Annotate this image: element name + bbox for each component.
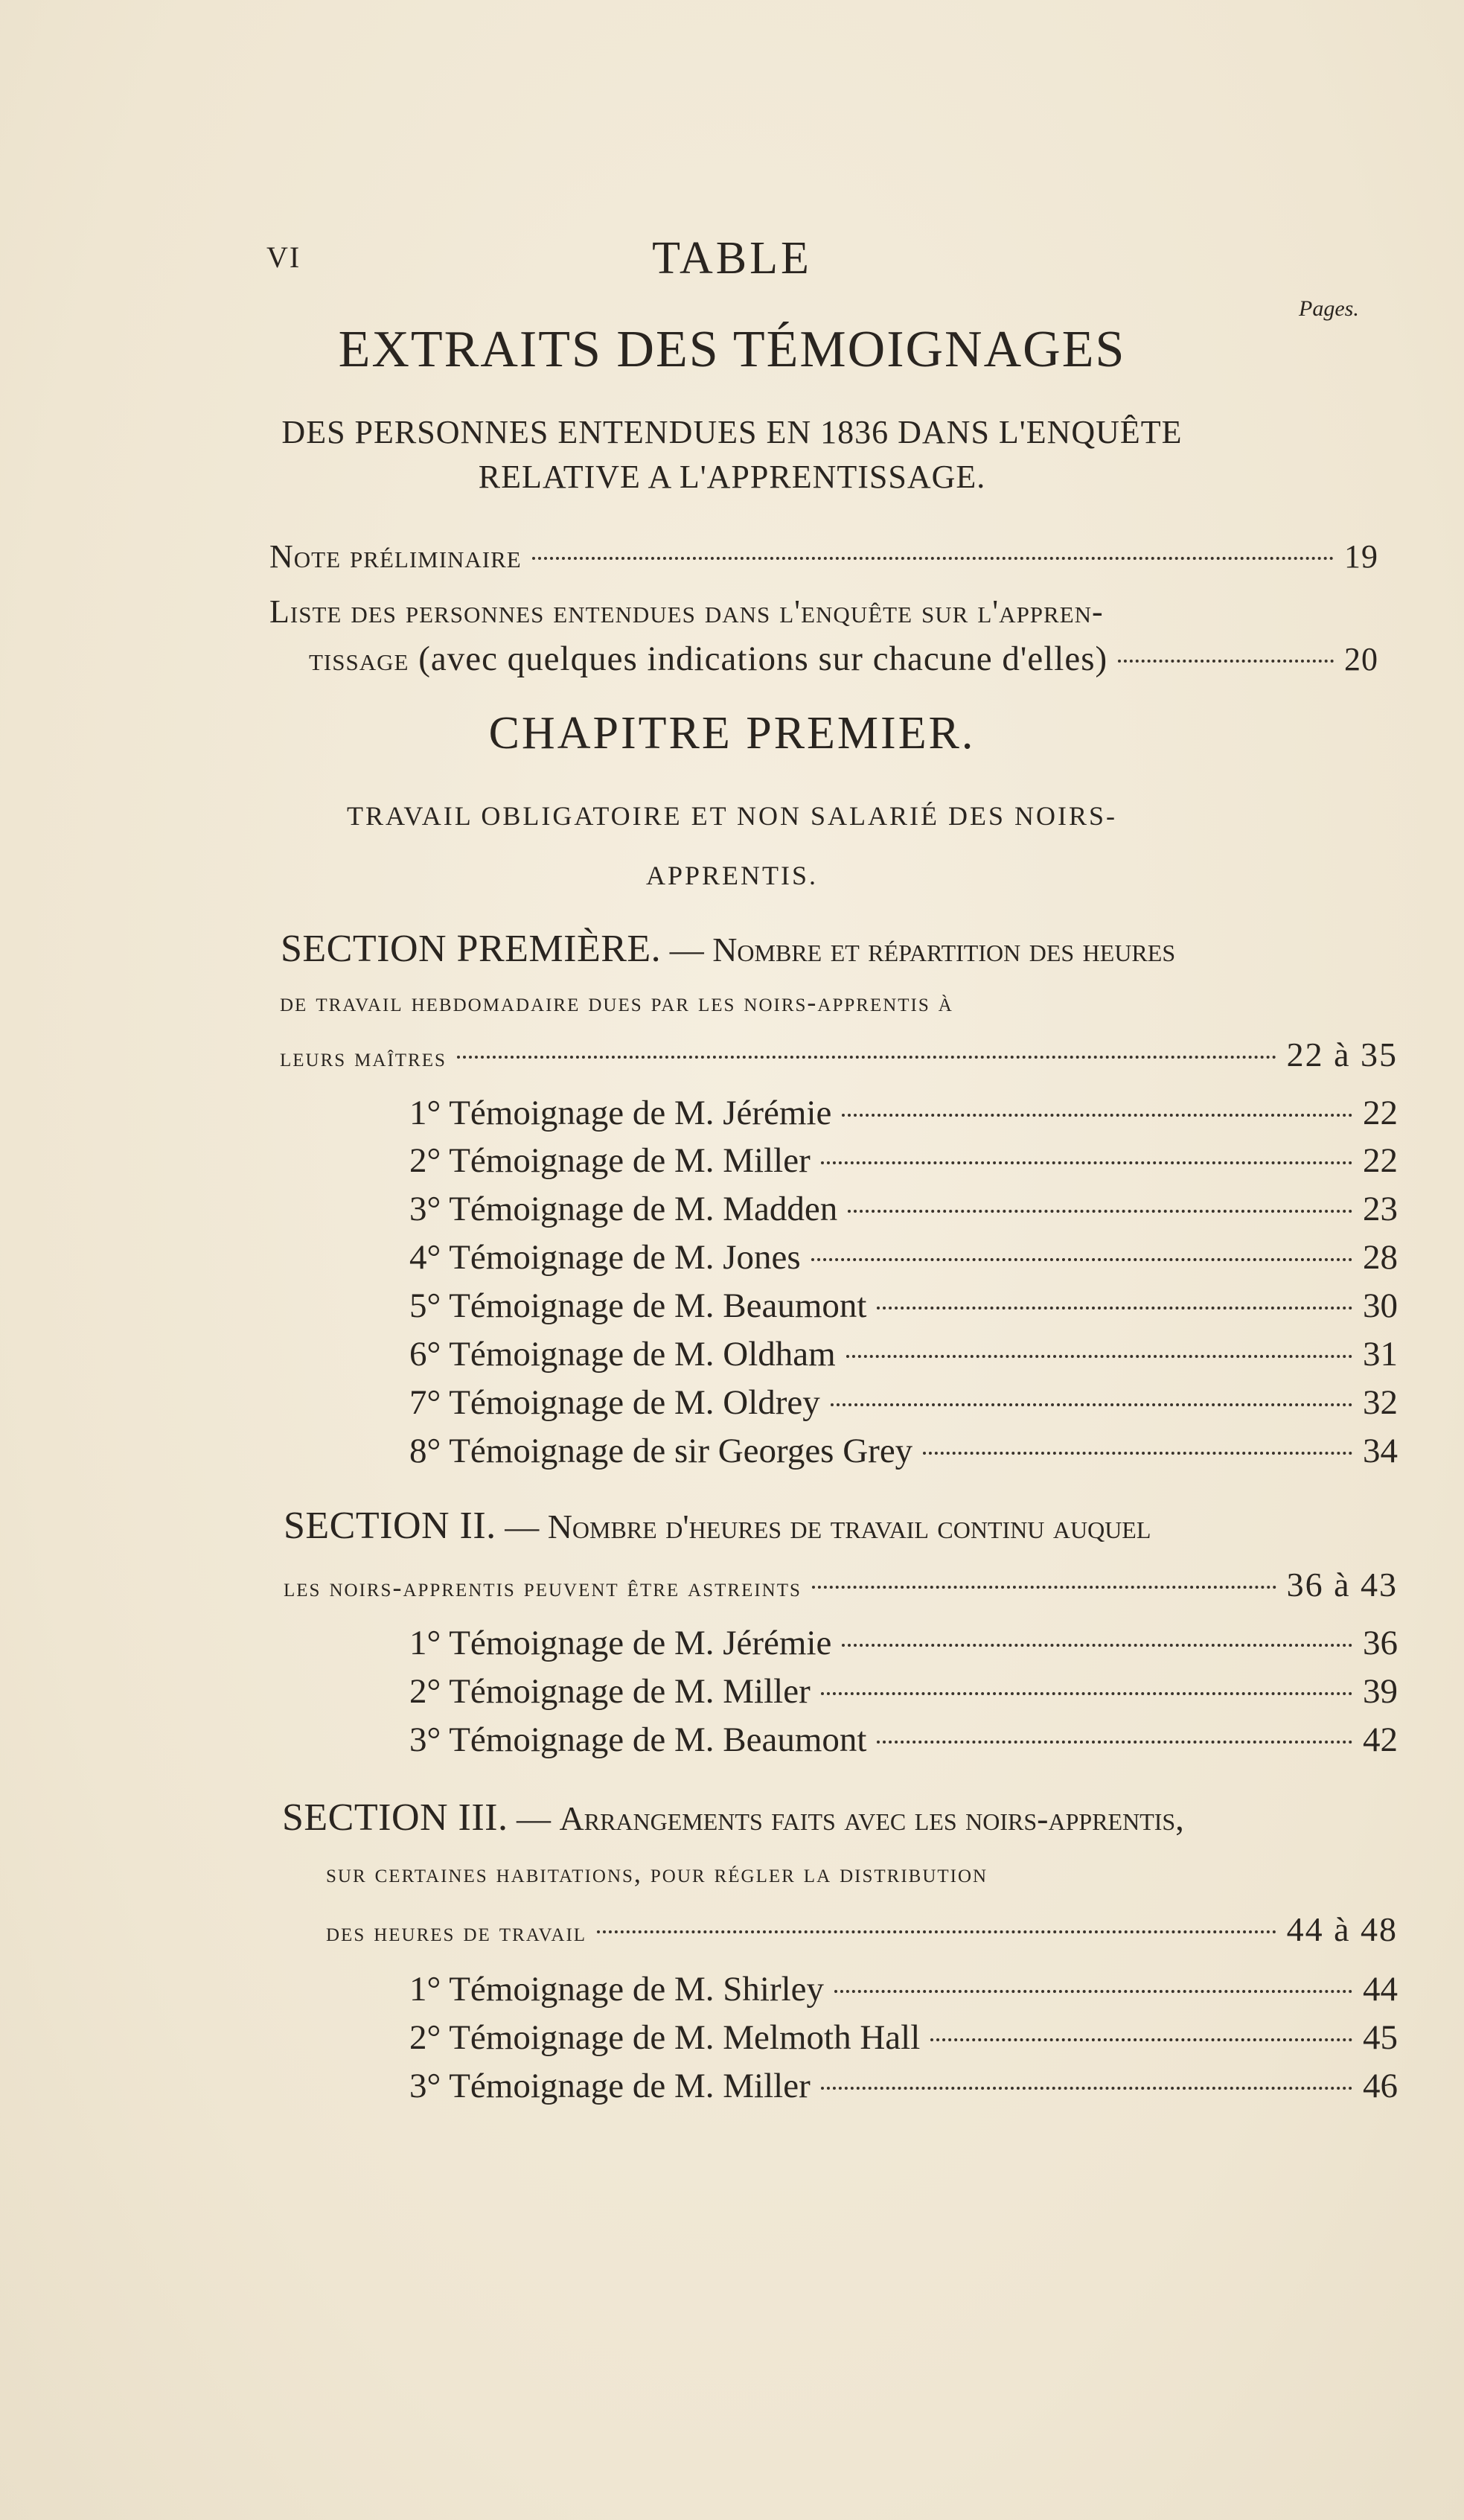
list-item[interactable] <box>409 1237 1398 1277</box>
entry-label: 3° Témoignage de M. Beaumont <box>409 1720 867 1759</box>
section-1-title-line-2: de travail hebdomadaire dues par les noirs-apprentis à <box>280 987 953 1017</box>
section-3-title-line-3[interactable] <box>326 1910 1398 1949</box>
chapter-subtitle-line-2: APPRENTIS. <box>645 861 819 890</box>
list-item[interactable] <box>409 1334 1398 1374</box>
section-title: Nombre et répartition des heures <box>712 931 1176 969</box>
entry-page: 30 <box>1363 1286 1398 1325</box>
subtitle-line-1: DES PERSONNES ENTENDUES EN 1836 DANS L'ENQUÊTE <box>281 414 1183 450</box>
entry-page: 39 <box>1363 1672 1398 1711</box>
chapter-subtitle-line-1: TRAVAIL OBLIGATOIRE ET NON SALARIÉ DES NOIRS- <box>346 801 1118 831</box>
dot-leader <box>597 1930 1276 1933</box>
page-number: VI <box>266 240 301 274</box>
dot-leader <box>821 1692 1352 1695</box>
list-item[interactable] <box>409 1431 1398 1471</box>
list-item[interactable] <box>409 1141 1398 1181</box>
section-3-heading: SECTION III. — Arrangements faits avec les noirs-apprentis, <box>282 1796 1184 1839</box>
entry-page: 42 <box>1363 1720 1398 1759</box>
dot-leader <box>848 1210 1352 1213</box>
entry-page: 34 <box>1363 1432 1398 1470</box>
dot-leader <box>821 1161 1352 1164</box>
section-head: SECTION PREMIÈRE. <box>281 928 662 970</box>
section-page-range: 44 à 48 <box>1286 1910 1398 1948</box>
entry-page: 36 <box>1363 1624 1398 1662</box>
list-item[interactable] <box>409 1286 1398 1326</box>
list-item[interactable] <box>409 1623 1398 1663</box>
entry-page: 44 <box>1363 1970 1398 2009</box>
dot-leader <box>834 1990 1352 1993</box>
toc-entry-note[interactable] <box>269 538 1378 575</box>
dot-leader <box>877 1741 1352 1744</box>
toc-entry-label-sc: tissage <box>309 641 409 677</box>
section-3-title-line-2: sur certaines habitations, pour régler la distribution <box>326 1858 988 1888</box>
entry-label: 5° Témoignage de M. Beaumont <box>409 1286 867 1325</box>
section-title: Arrangements faits avec les noirs-apprentis, <box>559 1799 1184 1837</box>
toc-entry-label: Note préliminaire <box>269 538 522 575</box>
entry-label: 3° Témoignage de M. Madden <box>409 1190 838 1228</box>
entry-label: 1° Témoignage de M. Shirley <box>409 1970 825 2009</box>
main-title: EXTRAITS DES TÉMOIGNAGES <box>338 321 1126 378</box>
dot-leader <box>1118 660 1334 663</box>
list-item[interactable] <box>409 1093 1398 1133</box>
chapter-title: CHAPITRE PREMIER. <box>488 708 976 759</box>
entry-label: 2° Témoignage de M. Miller <box>409 1141 811 1180</box>
section-page-range: 36 à 43 <box>1286 1566 1398 1604</box>
subtitle-line-2: RELATIVE A L'APPRENTISSAGE. <box>478 459 986 495</box>
toc-entry-liste[interactable] <box>309 639 1378 679</box>
list-item[interactable] <box>409 1969 1398 2009</box>
entry-label: 6° Témoignage de M. Oldham <box>409 1335 836 1374</box>
section-head: SECTION III. <box>282 1796 508 1839</box>
entry-page: 22 <box>1363 1141 1398 1180</box>
section-title-end: les noirs-apprentis peuvent être astreints <box>284 1572 802 1602</box>
list-item[interactable] <box>409 1382 1398 1423</box>
entry-page: 23 <box>1363 1190 1398 1228</box>
entry-label: 1° Témoignage de M. Jérémie <box>409 1094 832 1132</box>
running-head-title: TABLE <box>652 233 812 284</box>
section-1-title-line-3[interactable] <box>280 1035 1398 1074</box>
toc-entry-page: 19 <box>1344 538 1378 575</box>
section-2-title-line-2[interactable] <box>284 1565 1398 1604</box>
section-head: SECTION II. <box>284 1505 496 1547</box>
dot-leader <box>457 1056 1276 1059</box>
toc-entry-page: 20 <box>1344 641 1378 677</box>
toc-entry-label: (avec quelques indications sur chacune d'elles) <box>409 639 1108 678</box>
entry-label: 2° Témoignage de M. Melmoth Hall <box>409 2018 921 2057</box>
entry-page: 32 <box>1363 1383 1398 1422</box>
dot-leader <box>877 1307 1352 1310</box>
entry-label: 2° Témoignage de M. Miller <box>409 1672 811 1711</box>
entry-label: 8° Témoignage de sir Georges Grey <box>409 1432 913 1470</box>
toc-entry-liste-line-1: Liste des personnes entendues dans l'enquête sur l'appren- <box>269 593 1104 630</box>
pages-column-label: Pages. <box>1299 296 1359 321</box>
dot-leader <box>532 557 1334 560</box>
list-item[interactable] <box>409 1671 1398 1712</box>
entry-page: 28 <box>1363 1238 1398 1277</box>
dot-leader <box>923 1452 1352 1455</box>
entry-page: 45 <box>1363 2018 1398 2057</box>
entry-label: 4° Témoignage de M. Jones <box>409 1238 801 1277</box>
dot-leader <box>811 1258 1352 1261</box>
dot-leader <box>831 1403 1352 1406</box>
entry-label: 3° Témoignage de M. Miller <box>409 2067 811 2105</box>
section-title: Nombre d'heures de travail continu auquel <box>547 1508 1151 1546</box>
section-2-heading: SECTION II. — Nombre d'heures de travail continu auquel <box>284 1505 1151 1547</box>
entry-page: 22 <box>1363 1094 1398 1132</box>
section-title-end: des heures de travail <box>326 1917 587 1947</box>
list-item[interactable] <box>409 2066 1398 2106</box>
dot-leader <box>842 1114 1352 1117</box>
list-item[interactable] <box>409 1720 1398 1760</box>
entry-page: 31 <box>1363 1335 1398 1374</box>
dot-leader <box>821 2087 1352 2090</box>
entry-page: 46 <box>1363 2067 1398 2105</box>
section-page-range: 22 à 35 <box>1286 1036 1398 1074</box>
entry-label: 1° Témoignage de M. Jérémie <box>409 1624 832 1662</box>
dot-leader <box>930 2038 1352 2041</box>
section-title-end: leurs maîtres <box>280 1042 447 1072</box>
dot-leader <box>812 1586 1276 1589</box>
list-item[interactable] <box>409 2017 1398 2058</box>
dot-leader <box>842 1644 1352 1647</box>
list-item[interactable] <box>409 1189 1398 1229</box>
dot-leader <box>846 1355 1352 1358</box>
entry-label: 7° Témoignage de M. Oldrey <box>409 1383 820 1422</box>
section-1-heading: SECTION PREMIÈRE. — Nombre et répartition des heures <box>281 928 1176 970</box>
